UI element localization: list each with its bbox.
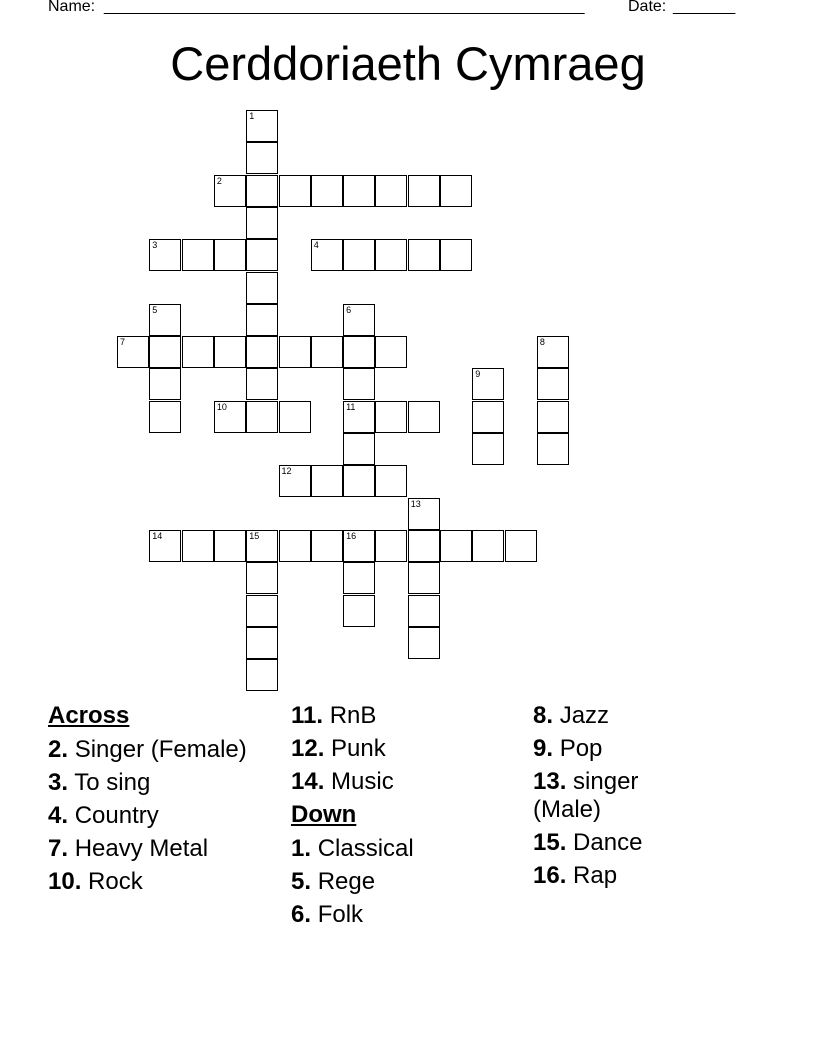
grid-cell[interactable] xyxy=(279,465,311,497)
grid-cell[interactable] xyxy=(375,239,407,271)
clue-item xyxy=(48,736,248,764)
clue-item xyxy=(533,735,713,763)
grid-cell[interactable] xyxy=(472,433,504,465)
grid-cell[interactable] xyxy=(343,433,375,465)
clue-number: 4. xyxy=(48,802,69,829)
clue-text: Heavy Metal xyxy=(74,835,209,862)
clue-number: 2. xyxy=(48,736,69,763)
grid-cell[interactable] xyxy=(408,627,440,659)
grid-cell[interactable] xyxy=(343,368,375,400)
date-label: Date: xyxy=(628,0,667,15)
clue-text: singer (Male) xyxy=(533,768,639,823)
clue-heading: Down xyxy=(291,801,357,828)
grid-cell[interactable] xyxy=(246,562,278,594)
grid-cell[interactable] xyxy=(214,239,246,271)
name-field[interactable]: ______________________________________________________ xyxy=(104,0,585,15)
clue-number: 7. xyxy=(48,835,69,862)
clue-number: 10 xyxy=(216,401,227,412)
clue-item xyxy=(533,829,713,857)
page-title: Cerddoriaeth Cymraeg xyxy=(170,37,646,90)
grid-cell[interactable] xyxy=(440,239,472,271)
grid-cell[interactable] xyxy=(246,207,278,239)
clues-column-2 xyxy=(291,702,511,934)
grid-cell[interactable] xyxy=(343,336,375,368)
grid-cell[interactable] xyxy=(149,304,181,336)
grid-cell[interactable] xyxy=(537,368,569,400)
grid-cell[interactable] xyxy=(246,175,278,207)
grid-cell[interactable] xyxy=(214,530,246,562)
grid-cell[interactable] xyxy=(214,175,246,207)
grid-cell[interactable] xyxy=(343,465,375,497)
grid-cell[interactable] xyxy=(311,175,343,207)
clue-text: Country xyxy=(74,802,159,829)
clue-number: 13. xyxy=(533,768,567,795)
clue-item xyxy=(291,901,511,929)
grid-cell[interactable] xyxy=(343,239,375,271)
clues-column-3 xyxy=(533,702,713,895)
clue-item xyxy=(533,862,713,890)
clue-number: 15. xyxy=(533,829,567,856)
grid-cell[interactable] xyxy=(311,530,343,562)
grid-cell[interactable] xyxy=(214,401,246,433)
clue-text: Pop xyxy=(559,735,603,762)
grid-cell[interactable] xyxy=(246,239,278,271)
grid-cell[interactable] xyxy=(279,175,311,207)
clue-text: To sing xyxy=(74,769,151,796)
clue-number: 7 xyxy=(120,337,126,348)
clue-number: 4 xyxy=(313,240,319,251)
clue-text: Rock xyxy=(88,868,143,895)
clue-number: 8. xyxy=(533,702,554,729)
grid-cell[interactable] xyxy=(149,530,181,562)
clue-number: 11. xyxy=(291,702,324,729)
grid-cell[interactable] xyxy=(149,336,181,368)
grid-cell[interactable] xyxy=(537,336,569,368)
clue-text: RnB xyxy=(329,702,377,729)
grid-cell[interactable] xyxy=(408,562,440,594)
clue-text: Folk xyxy=(317,901,364,928)
grid-cell[interactable] xyxy=(246,142,278,174)
clue-text: Rap xyxy=(573,862,618,889)
grid-cell[interactable] xyxy=(343,304,375,336)
clue-number: 8 xyxy=(539,337,545,348)
clue-number: 14 xyxy=(152,530,163,541)
clue-heading: Across xyxy=(48,702,130,729)
clue-text: Punk xyxy=(331,735,386,762)
grid-cell[interactable] xyxy=(246,595,278,627)
clue-number: 12 xyxy=(281,466,292,477)
grid-cell[interactable] xyxy=(375,175,407,207)
clue-text: Classical xyxy=(317,835,414,862)
clue-item xyxy=(291,702,511,730)
grid-cell[interactable] xyxy=(246,272,278,304)
grid-cell[interactable] xyxy=(149,368,181,400)
grid-cell[interactable] xyxy=(149,239,181,271)
clue-item xyxy=(291,768,511,796)
clue-number: 2 xyxy=(216,175,222,186)
grid-cell[interactable] xyxy=(246,110,278,142)
grid-cell[interactable] xyxy=(343,562,375,594)
grid-cell[interactable] xyxy=(343,401,375,433)
clue-item xyxy=(533,702,713,730)
grid-cell[interactable] xyxy=(343,175,375,207)
clue-number: 9. xyxy=(533,735,554,762)
grid-cell[interactable] xyxy=(246,530,278,562)
grid-cell[interactable] xyxy=(149,401,181,433)
clue-number: 5 xyxy=(152,304,158,315)
clue-number: 6. xyxy=(291,901,312,928)
grid-cell[interactable] xyxy=(440,175,472,207)
grid-cell[interactable] xyxy=(279,401,311,433)
clue-number: 11 xyxy=(346,401,356,412)
grid-cell[interactable] xyxy=(408,175,440,207)
clue-text: Rege xyxy=(317,868,376,895)
grid-cell[interactable] xyxy=(408,530,440,562)
name-label: Name: xyxy=(48,0,96,15)
grid-cell[interactable] xyxy=(246,627,278,659)
grid-cell[interactable] xyxy=(408,401,440,433)
clue-number: 10. xyxy=(48,868,82,895)
clue-text: Jazz xyxy=(559,702,610,729)
grid-cell[interactable] xyxy=(472,368,504,400)
grid-cell[interactable] xyxy=(182,336,214,368)
grid-cell[interactable] xyxy=(375,401,407,433)
grid-cell[interactable] xyxy=(279,336,311,368)
grid-cell[interactable] xyxy=(182,239,214,271)
clue-item xyxy=(48,802,248,830)
grid-cell[interactable] xyxy=(408,498,440,530)
clue-item xyxy=(291,835,511,863)
clue-number: 1 xyxy=(249,111,255,121)
grid-cell[interactable] xyxy=(408,595,440,627)
grid-cell[interactable] xyxy=(537,401,569,433)
clue-number: 13 xyxy=(410,498,421,509)
clue-item xyxy=(291,735,511,763)
grid-cell[interactable] xyxy=(117,336,149,368)
grid-cell[interactable] xyxy=(246,336,278,368)
grid-cell[interactable] xyxy=(182,530,214,562)
grid-cell[interactable] xyxy=(311,336,343,368)
clue-number: 5. xyxy=(291,868,312,895)
grid-cell[interactable] xyxy=(311,239,343,271)
grid-cell[interactable] xyxy=(343,530,375,562)
clue-item xyxy=(48,769,248,797)
clue-item xyxy=(48,835,248,863)
grid-cell[interactable] xyxy=(246,659,278,691)
clues-column-1 xyxy=(48,702,248,901)
grid-cell[interactable] xyxy=(440,530,472,562)
clue-number: 16 xyxy=(346,530,357,541)
grid-cell[interactable] xyxy=(375,336,407,368)
grid-cell[interactable] xyxy=(375,530,407,562)
clue-number: 16. xyxy=(533,862,567,889)
clue-text: Dance xyxy=(573,829,643,856)
grid-cell[interactable] xyxy=(375,465,407,497)
grid-cell[interactable] xyxy=(408,239,440,271)
clue-item xyxy=(291,868,511,896)
grid-cell[interactable] xyxy=(343,595,375,627)
clue-text: Music xyxy=(331,768,394,795)
grid-cell[interactable] xyxy=(246,304,278,336)
clue-number: 12. xyxy=(291,735,325,762)
clue-number: 3 xyxy=(152,240,158,251)
grid-cell[interactable] xyxy=(472,401,504,433)
grid-cell[interactable] xyxy=(537,433,569,465)
clue-number: 15 xyxy=(249,530,260,541)
clue-number: 14. xyxy=(291,768,325,795)
clue-number: 1. xyxy=(291,835,312,862)
clue-text: Singer (Female) xyxy=(74,736,247,763)
grid-cell[interactable] xyxy=(472,530,504,562)
grid-cell[interactable] xyxy=(311,465,343,497)
clue-item xyxy=(533,768,713,824)
grid-cell[interactable] xyxy=(246,368,278,400)
clue-number: 6 xyxy=(346,304,352,315)
grid-cell[interactable] xyxy=(279,530,311,562)
clue-number: 3. xyxy=(48,769,69,796)
clue-number: 9 xyxy=(475,369,481,380)
clue-item xyxy=(48,868,248,896)
date-field[interactable]: _______ xyxy=(673,0,736,15)
grid-cell[interactable] xyxy=(214,336,246,368)
grid-cell[interactable] xyxy=(246,401,278,433)
grid-cell[interactable] xyxy=(505,530,537,562)
